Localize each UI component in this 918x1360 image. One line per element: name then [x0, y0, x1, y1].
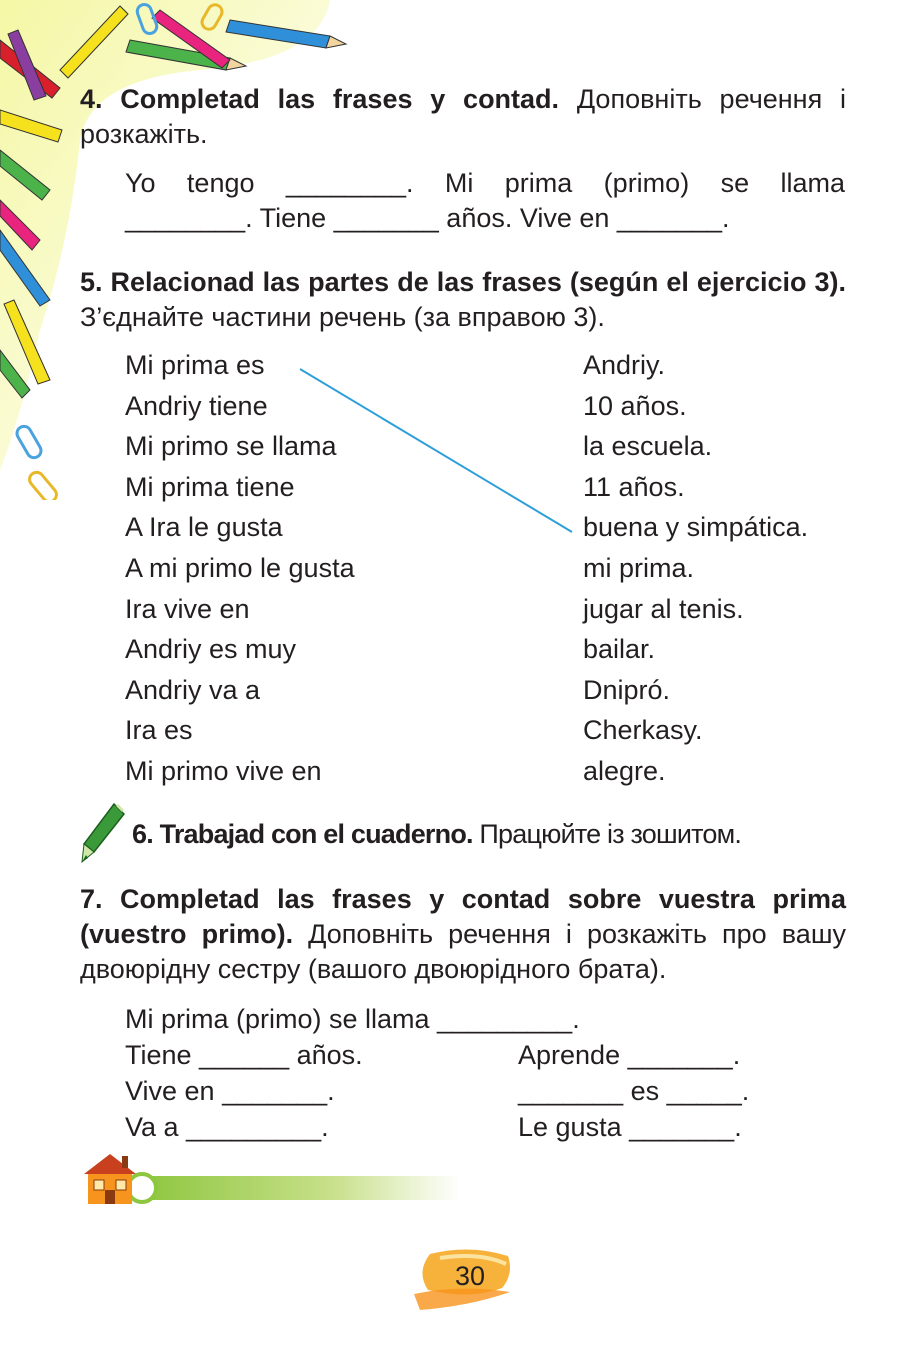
exercise-4-instruction: Доповніть речення і розкажіть. [80, 84, 846, 149]
exercise-4-line-1: Yo tengo ________. Mi prima (primo) se llama [125, 168, 845, 198]
right-item: Andriy. [583, 350, 666, 380]
exercise-7-title: 7. Completad las frases y contad sobre vuestra prima (vuestro primo). [80, 884, 846, 949]
left-item: Andriy es muy [125, 634, 297, 665]
exercise-5-title: 5. Relacionad las partes de las frases (según el ejercicio 3). [80, 267, 846, 297]
exercise-6-heading [132, 817, 852, 852]
exercise-7-left-3: Va a _________. [125, 1112, 329, 1142]
exercise-6-title: 6. Trabajad con el cuaderno. [132, 819, 473, 849]
left-item: A mi primo le gusta [125, 552, 355, 583]
exercise-7-left-1: Tiene ______ años. [125, 1040, 363, 1070]
exercise-7-instruction: Доповніть речення і розкажіть про вашу двоюрідну сестру (вашого двоюрідного брата). [80, 919, 846, 984]
right-item: jugar al tenis. [583, 593, 744, 624]
right-item: 11 años. [583, 471, 685, 502]
left-item: Mi primo vive en [125, 755, 322, 786]
exercise-6-instruction: Працюйте із зошитом. [472, 819, 742, 849]
right-item: la escuela. [583, 431, 713, 462]
right-item: Cherkasy. [583, 715, 703, 746]
example-connector-line [0, 0, 918, 600]
right-item: bailar. [583, 634, 656, 665]
pen-icon [78, 802, 128, 866]
exercise-4-line-2: ________. Tiene _______ años. Vive en _______. [125, 203, 730, 233]
right-item: alegre. [583, 755, 666, 786]
exercise-7-heading [80, 882, 846, 987]
left-item: A Ira le gusta [125, 512, 283, 543]
exercise-7-right-1: Aprende _______. [518, 1040, 741, 1070]
exercise-7-line-1: Mi prima (primo) se llama _________. [125, 1004, 580, 1034]
home-icon [80, 1150, 480, 1210]
left-item: Mi prima es [125, 350, 265, 380]
left-item: Mi primo se llama [125, 431, 337, 462]
exercise-4-title: 4. Completad las frases y contad. [80, 84, 560, 114]
right-item: mi prima. [583, 552, 695, 583]
right-item: Dnipró. [583, 674, 671, 705]
left-item: Mi prima tiene [125, 471, 295, 502]
exercise-7-right-2: _______ es _____. [518, 1076, 750, 1106]
page-number: 30 [454, 1261, 486, 1291]
exercise-5-instruction: З’єднайте частини речень (за вправою 3). [80, 302, 605, 332]
right-item: 10 años. [583, 390, 687, 421]
right-item: buena y simpática. [583, 512, 809, 543]
left-item: Ira es [125, 715, 193, 746]
left-item: Andriy tiene [125, 390, 268, 421]
left-item: Andriy va a [125, 674, 261, 705]
exercise-7-right-3: Le gusta _______. [518, 1112, 742, 1142]
left-item: Ira vive en [125, 593, 250, 624]
exercise-7-left-2: Vive en _______. [125, 1076, 335, 1106]
